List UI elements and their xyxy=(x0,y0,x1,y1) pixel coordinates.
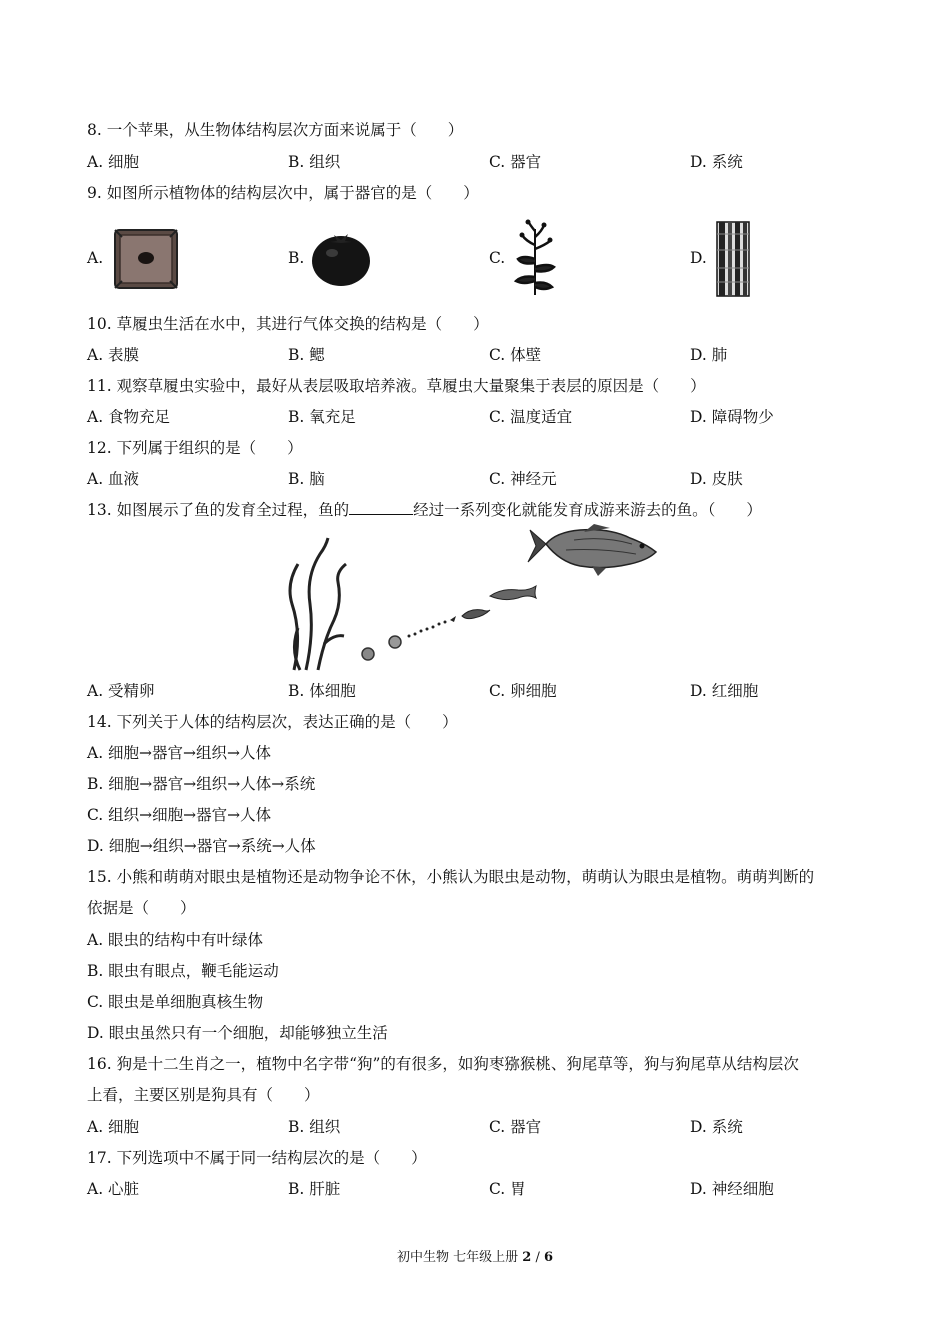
q16-option-d: D. 系统 xyxy=(690,1118,743,1136)
q10-option-d: D. 肺 xyxy=(690,346,728,364)
cell-square-image xyxy=(113,228,179,290)
q11-option-d: D. 障碍物少 xyxy=(690,408,774,426)
footer-subject: 初中生物 七年级上册 xyxy=(396,1250,519,1265)
q9-option-a: A. xyxy=(87,249,104,267)
footer-page-current: 2 xyxy=(522,1250,532,1265)
answer-blank xyxy=(349,500,413,515)
q12-option-c: C. 神经元 xyxy=(489,470,557,488)
juvenile-fish-icon xyxy=(490,586,536,600)
larva-icon xyxy=(450,616,456,622)
q14-option-d: D. 细胞→组织→器官→系统→人体 xyxy=(87,837,316,855)
q11-option-c: C. 温度适宜 xyxy=(489,408,573,426)
q13-stem-after: 经过一系列变化就能发育成游来游去的鱼。（ ） xyxy=(413,501,762,519)
q17-option-b: B. 肝脏 xyxy=(288,1180,341,1198)
q12-option-b: B. 脑 xyxy=(288,470,325,488)
larva-icon xyxy=(462,610,490,619)
q11-option-a: A. 食物充足 xyxy=(87,408,171,426)
q14-option-b: B. 细胞→器官→组织→人体→系统 xyxy=(87,775,316,793)
q15-option-d: D. 眼虫虽然只有一个细胞，却能够独立生活 xyxy=(87,1024,388,1042)
q8-option-a: A. 细胞 xyxy=(87,153,140,171)
q11-option-b: B. 氧充足 xyxy=(288,408,356,426)
q17-option-d: D. 神经细胞 xyxy=(690,1180,774,1198)
q10-option-a: A. 表膜 xyxy=(87,346,140,364)
footer-page-total: 6 xyxy=(543,1250,554,1265)
question-16-stem-cont: 上看，主要区别是狗具有（ ） xyxy=(87,1086,320,1104)
question-8-stem: 8. 一个苹果，从生物体结构层次方面来说属于（ ） xyxy=(87,121,464,139)
plant-image xyxy=(512,219,558,297)
egg-icon xyxy=(389,636,401,648)
q8-option-c: C. 器官 xyxy=(489,153,542,171)
question-11-stem: 11. 观察草履虫实验中，最好从表层吸取培养液。草履虫大量聚集于表层的原因是（ ） xyxy=(87,377,706,395)
question-15-stem: 15. 小熊和萌萌对眼虫是植物还是动物争论不休，小熊认为眼虫是动物，萌萌认为眼虫是植物。萌萌判断的 xyxy=(87,868,815,886)
q15-option-c: C. 眼虫是单细胞真核生物 xyxy=(87,993,264,1011)
q17-option-c: C. 胃 xyxy=(489,1180,526,1198)
q13-stem-before: 13. 如图展示了鱼的发育全过程，鱼的 xyxy=(87,501,350,519)
q13-option-c: C. 卵细胞 xyxy=(489,682,557,700)
question-13-stem xyxy=(87,500,762,520)
question-17-stem: 17. 下列选项中不属于同一结构层次的是（ ） xyxy=(87,1149,427,1167)
q15-option-a: A. 眼虫的结构中有叶绿体 xyxy=(87,931,264,949)
tomato-image xyxy=(310,229,372,287)
q15-option-b: B. 眼虫有眼点，鞭毛能运动 xyxy=(87,962,279,980)
egg-icon xyxy=(362,648,374,660)
q17-option-a: A. 心脏 xyxy=(87,1180,140,1198)
question-14-stem: 14. 下列关于人体的结构层次，表达正确的是（ ） xyxy=(87,713,458,731)
q10-option-b: B. 鳃 xyxy=(288,346,325,364)
q13-option-a: A. 受精卵 xyxy=(87,682,155,700)
q12-option-d: D. 皮肤 xyxy=(690,470,743,488)
q13-option-d: D. 红细胞 xyxy=(690,682,759,700)
q12-option-a: A. 血液 xyxy=(87,470,140,488)
q8-option-d: D. 系统 xyxy=(690,153,743,171)
question-16-stem: 16. 狗是十二生肖之一，植物中名字带“狗”的有很多，如狗枣猕猴桃、狗尾草等，狗与狗尾草从结构层次 xyxy=(87,1055,799,1073)
seaweed-icon xyxy=(290,538,346,670)
q16-option-b: B. 组织 xyxy=(288,1118,341,1136)
page-footer xyxy=(0,1246,950,1265)
q14-option-c: C. 组织→细胞→器官→人体 xyxy=(87,806,272,824)
question-12-stem: 12. 下列属于组织的是（ ） xyxy=(87,439,303,457)
question-9-stem: 9. 如图所示植物体的结构层次中，属于器官的是（ ） xyxy=(87,184,479,202)
question-15-stem-cont: 依据是（ ） xyxy=(87,899,196,917)
tissue-strip-image xyxy=(715,220,751,298)
q14-option-a: A. 细胞→器官→组织→人体 xyxy=(87,744,272,762)
question-10-stem: 10. 草履虫生活在水中，其进行气体交换的结构是（ ） xyxy=(87,315,489,333)
fish-development-image xyxy=(284,524,674,672)
adult-fish-icon xyxy=(528,524,656,576)
footer-page-sep: / xyxy=(531,1250,544,1265)
q9-option-d: D. xyxy=(690,249,707,267)
q10-option-c: C. 体壁 xyxy=(489,346,542,364)
q8-option-b: B. 组织 xyxy=(288,153,341,171)
q16-option-a: A. 细胞 xyxy=(87,1118,140,1136)
q9-option-b: B. xyxy=(288,249,305,267)
q13-option-b: B. 体细胞 xyxy=(288,682,356,700)
q9-option-c: C. xyxy=(489,249,506,267)
q16-option-c: C. 器官 xyxy=(489,1118,542,1136)
